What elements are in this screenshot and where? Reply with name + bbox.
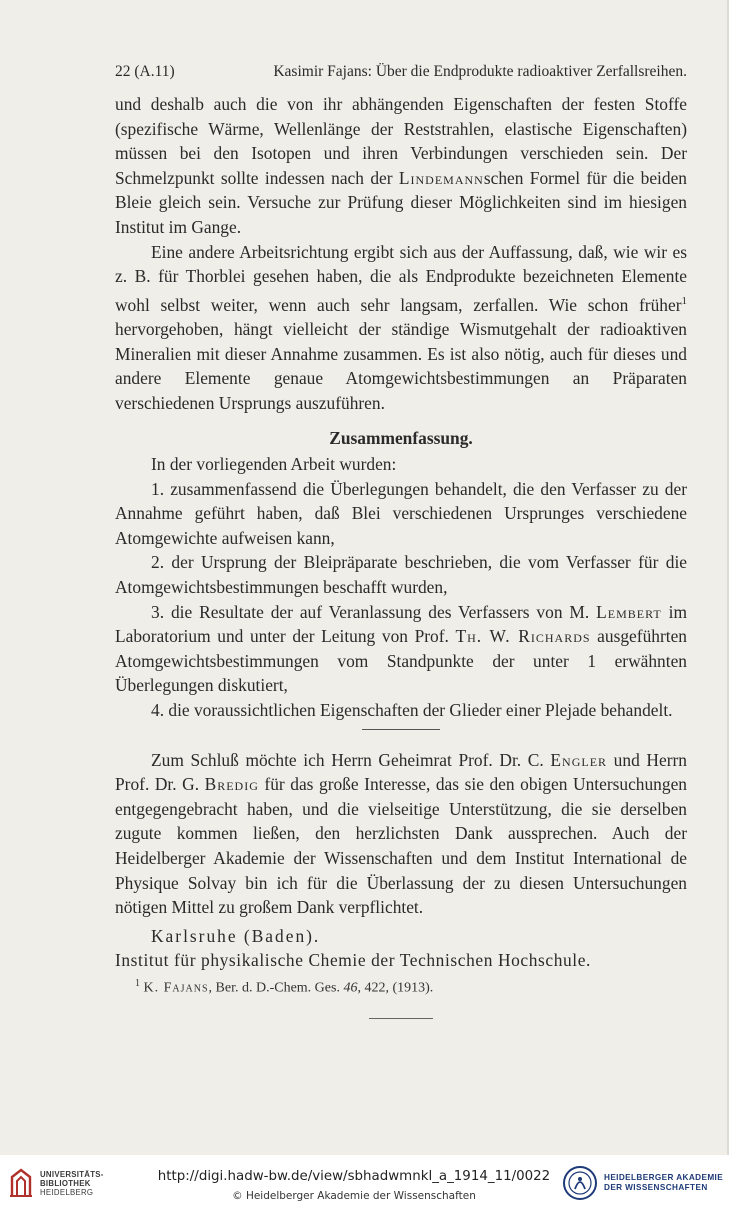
section-divider	[362, 729, 440, 730]
name-engler: Engler	[550, 749, 608, 770]
bottom-divider	[369, 1018, 433, 1019]
summary-item-2: 2. der Ursprung der Bleipräparate beschrieben, die vom Verfasser für die Atomgewichtsbestimmungen beschafft wurden,	[115, 552, 687, 598]
footnote: $^1$ K. Fajans, Ber. d. D.-Chem. Ges. 46, 422, (1913).	[135, 977, 434, 996]
ub-heidelberg-logo[interactable]: UNIVERSITÄTS- BIBLIOTHEK HEIDELBERG	[8, 1163, 148, 1203]
paragraph-1: und deshalb auch die von ihr abhängenden Eigenschaften der festen Stoffe (spezifische Wärme, Wellenlänge der Reststrahlen, elastische Eigenschaften) müssen bei den Isotopen und ihren Verbindungen verschieden sein. Der Schmelzpunkt sollte indessen nach der Lindemannschen Formel für die beiden Bleie gleich sein. Versuche zur Prüfung dieser Möglichkeiten sind im hiesigen Institut im Gange.	[115, 94, 687, 237]
running-title: Kasimir Fajans: Über die Endprodukte radioaktiver Zerfallsreihen.	[273, 63, 687, 80]
name-bredig: Bredig	[204, 774, 259, 795]
copyright-notice: © Heidelberger Akademie der Wissenschaften	[232, 1190, 476, 1202]
academy-seal-icon	[562, 1165, 598, 1201]
section-heading: Zusammenfassung.	[329, 427, 473, 448]
body-text	[115, 92, 687, 1019]
footnote-ref: 1	[681, 294, 687, 307]
summary-intro: In der vorliegenden Arbeit wurden:	[151, 454, 397, 475]
haw-logo[interactable]: HEIDELBERGER AKADEMIE DER WISSENSCHAFTEN	[562, 1163, 727, 1203]
document-url-link[interactable]: http://digi.hadw-bw.de/view/sbhadwmnkl_a_1914_11/0022	[157, 1169, 551, 1184]
paragraph-2: Eine andere Arbeitsrichtung ergibt sich aus der Auffassung, daß, wie wir es z. B. für Thorblei gesehen haben, die als Endprodukte bezeichneten Elemente wohl selbst weiter, wenn auch sehr langsam, zerfallen. Wie schon früher$^1$ hervorgehoben, hängt vielleicht der ständige Wismutgehalt der radioaktiven Mineralien mit dieser Annahme zusammen. Es ist also nötig, auch für dieses und andere Elemente genaue Atomgewichtsbestimmungen an Präparaten verschiedenen Ursprungs auszuführen.	[115, 241, 687, 413]
viewer-footer	[0, 1155, 729, 1208]
summary-item-3: 3. die Resultate der auf Veranlassung des Verfassers von M. Lembert im Laboratorium und unter der Leitung von Prof. Th. W. Richards ausgeführten Atomgewichtsbestimmungen vom Standpunkte der unter 1 erwähnten Überlegungen diskutiert,	[115, 601, 687, 696]
name-lembert: Lembert	[596, 601, 662, 622]
name-lindemann: Lindemann	[398, 167, 484, 188]
running-head	[115, 58, 687, 86]
closing-place: Karlsruhe (Baden).	[151, 925, 321, 946]
ub-emblem-icon	[8, 1167, 34, 1199]
summary-item-4: 4. die voraussichtlichen Eigenschaften der Glieder einer Plejade behandelt.	[151, 700, 673, 721]
closing-institute: Institut für physikalische Chemie der Technischen Hochschule.	[115, 950, 591, 971]
acknowledgment: Zum Schluß möchte ich Herrn Geheimrat Prof. Dr. C. Engler und Herrn Prof. Dr. G. Bredig für das große Interesse, das sie den obigen Untersuchungen entgegengebracht haben, und die vielseitige Unterstützung, die sie derselben zugute kommen ließen, den herzlichsten Dank aussprechen. Auch der Heidelberger Akademie der Wissenschaften und dem Institut International de Physique Solvay bin ich für die Überlassung der zu diesen Untersuchungen nötigen Mittel zu großem Dank verpflichtet.	[115, 749, 687, 918]
name-richards: Th. W. Richards	[455, 626, 591, 647]
summary-item-1: 1. zusammenfassend die Überlegungen behandelt, die den Verfasser zu der Annahme geführt haben, daß Blei verschiedenen Ursprunges verschiedene Atomgewichte aufweisen kann,	[115, 478, 687, 548]
footnote-author: K. Fajans	[143, 980, 209, 996]
page-number: 22 (A.11)	[115, 63, 175, 80]
